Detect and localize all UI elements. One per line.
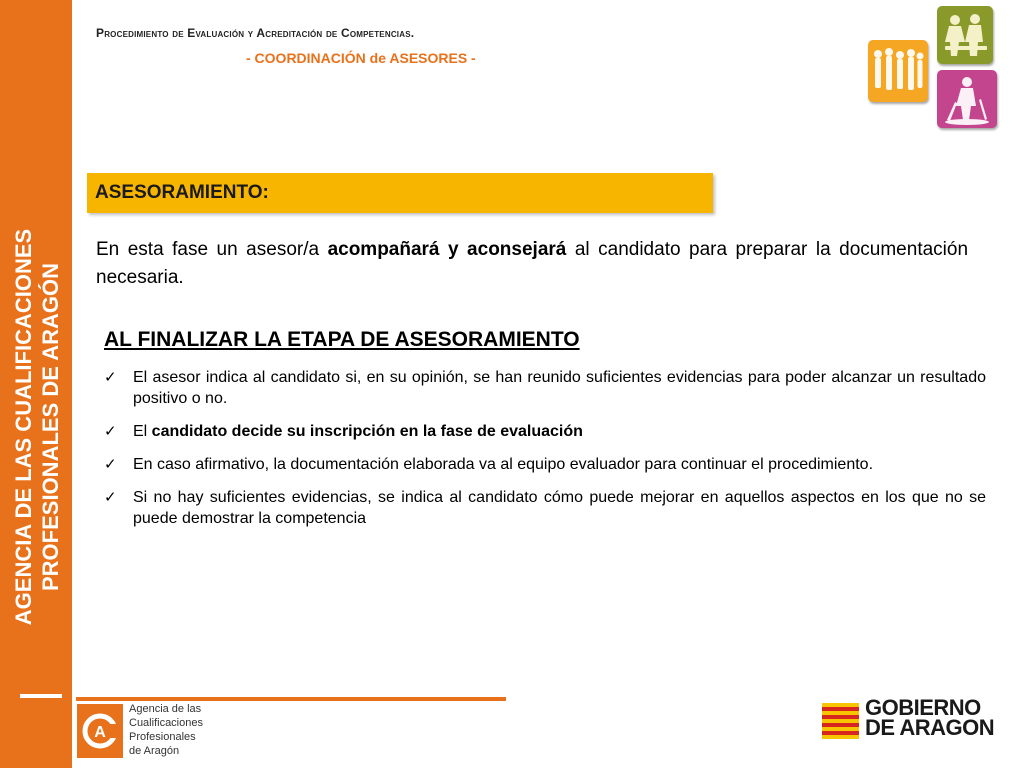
check-icon: ✓ <box>104 422 117 440</box>
sidebar-agency-name <box>10 192 64 662</box>
intro-text-start: En esta fase un asesor/a <box>96 239 328 260</box>
sidebar-band <box>0 0 72 768</box>
agency-logo-text <box>129 702 203 758</box>
workers-icon <box>937 6 993 64</box>
svg-text:A: A <box>94 724 106 741</box>
check-icon: ✓ <box>104 455 117 473</box>
agency-logo-line-3: Profesionales <box>129 731 196 743</box>
intro-text-bold: acompañará y aconsejará <box>327 239 567 260</box>
list-item <box>104 454 986 475</box>
bullet-text: El asesor indica al candidato si, en su opinión, se han reunido suficientes evidencias para poder alcanzar un resultado positivo o no. <box>133 369 986 407</box>
agency-logo-line-2: Cualificaciones <box>129 717 203 729</box>
intro-paragraph <box>96 236 968 292</box>
section-title-bar <box>87 173 713 213</box>
subheading: AL FINALIZAR LA ETAPA DE ASESORAMIENTO <box>104 328 580 351</box>
sidebar-line-1: AGENCIA DE LAS CUALIFICACIONES <box>11 228 36 626</box>
surveyor-icon <box>937 70 997 128</box>
government-logo-text <box>865 695 995 740</box>
sidebar-divider <box>20 694 62 698</box>
list-item <box>104 367 986 409</box>
page-header-title: Procedimiento de Evaluación y Acreditación de Competencias. <box>96 26 415 40</box>
aragon-flag-icon <box>822 703 859 739</box>
check-icon: ✓ <box>104 488 117 506</box>
bullet-text-bold: candidato decide su inscripción en la fase de evaluación <box>151 423 583 440</box>
bullet-text-start: El <box>133 423 152 440</box>
intro-text-end: al candidato para preparar la documentación necesaria. <box>96 239 969 288</box>
government-line-1: GOBIERNO <box>865 695 981 720</box>
government-line-2: DE ARAGON <box>865 715 995 740</box>
group-people-icon <box>868 40 928 102</box>
list-item <box>104 487 986 529</box>
footer-divider <box>76 697 506 701</box>
bullet-text: Si no hay suficientes evidencias, se indica al candidato cómo puede mejorar en aquellos aspectos en los que no se puede demostrar la competencia <box>133 489 986 527</box>
agency-logo-line-4: de Aragón <box>129 745 180 757</box>
page-header-subtitle: - COORDINACIÓN de ASESORES - <box>246 50 476 66</box>
agency-logo <box>77 704 123 758</box>
section-title: ASESORAMIENTO: <box>95 182 269 203</box>
agency-logo-line-1: Agencia de las <box>129 703 202 715</box>
bullet-text: En caso afirmativo, la documentación elaborada va al equipo evaluador para continuar el procedimiento. <box>133 456 874 473</box>
sidebar-line-2: PROFESIONALES DE ARAGÓN <box>38 263 63 591</box>
bullet-list <box>104 367 986 541</box>
list-item <box>104 421 986 442</box>
check-icon: ✓ <box>104 368 117 386</box>
